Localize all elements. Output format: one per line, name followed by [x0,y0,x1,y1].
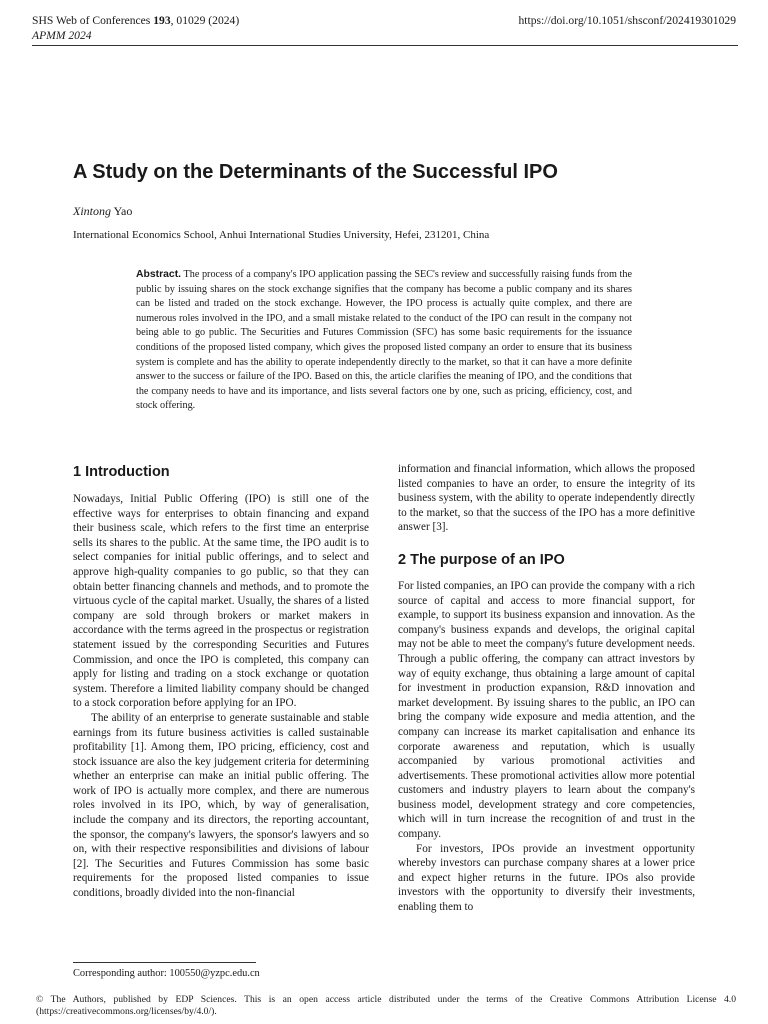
paragraph: For listed companies, an IPO can provide the company with a rich source of capital and access to more financial support, for example, to support its business expansion and innovation. As the company's business expands and develops, the original capital may not be able to meet the company's future development needs. Through a public offering, the company can attract investors by way of equity exchange, thus obtaining a large amount of capital for investment in production expansion, R&D innovation and market development. By issuing shares to the public, an IPO can bring the company wide exposure and media attention, and the company can increase its market capitalisation and enhance its corporate awareness and reputation, which is usually accompanied by various promotional activities and advertisements. These promotional activities allow more potential customers and industry players to learn about the company's business model, development strategy and core competencies, which will in turn increase the recognition of and trust in the company. [398,579,695,841]
abstract [136,268,632,414]
author-line [73,204,132,219]
paper-title: A Study on the Determinants of the Successful IPO [73,161,558,183]
section-heading-introduction: 1 Introduction [73,464,170,480]
abstract-text: The process of a company's IPO application passing the SEC's review and successfully raising funds from the public by issuing shares on the stock exchange signifies that the company has become a public company and its shares can be listed and traded on the stock exchange. However, the IPO process is actually quite complex, and there are numerous roles involved in the IPO, and a small mistake related to the conduct of the IPO can result in the company not being able to go public. The Securities and Futures Commission (SFC) has some basic requirements for the issuance conditions of the proposed listed company, which gives the proposed listed company an order to ensure that its business system is complete and has the ability to operate independently directly to the market, so that it can have a more definite answer to the success or failure of the IPO. Based on this, the article clarifies the meaning of IPO, and the conditions that the company needs to have and its importance, and lists several factors one by one, such as pricing, efficiency, cost, and stock offering. [136,269,633,412]
journal-citation [32,14,239,28]
conference-name: APMM 2024 [32,29,92,42]
paragraph: The ability of an enterprise to generate sustainable and stable earnings from its future business activities is called sustainable profitability [1]. Among them, IPO pricing, efficiency, cost and stock issuance are also the key judgement criteria for determining whether an enterprise can make an initial public offering. The work of IPO is actually more complex, and there are numerous roles involved in its IPO, which, by way of generalisation, include the company and its directors, the reporting accountant, the sponsor, the company's lawyers, the sponsor's lawyers and so on, with their respective responsibilities and divisions of labour [2]. The Securities and Futures Commission has some basic requirements for the proposed listed companies to issue conditions, broadly divided into the non-financial [73,711,369,900]
article-info: , 01029 (2024) [170,14,240,27]
journal-volume: 193 [153,14,171,27]
paragraph: Nowadays, Initial Public Offering (IPO) is still one of the effective ways for enterprises to obtain financing and expand their business scale, which refers to the first time an enterprise sells its shares to the public. At the same time, the IPO audit is to select companies for initial public offerings, and to select and approve high-quality companies to go public, so that they can obtain better financing channels and methods, and to promote the virtuous cycle of the capital market. Usually, the shares of a listed company are sold through brokers or market makers in accordance with the terms agreed in the prospectus or registration statement issued by the corresponding Securities and Futures Commission, and once the IPO is completed, this company can apply for listing and trading on a stock exchange or quotation system. Therefore a limited liability company should be changed to a stock corporation before applying for an IPO. [73,493,369,710]
paragraph: For investors, IPOs provide an investment opportunity whereby investors can purchase company shares at a lower price and expect higher returns in the future. IPOs also provide investors with the opportunity to diversify their investments, enabling them to [398,842,695,914]
left-column [73,464,369,901]
paragraph-continued: information and financial information, which allows the proposed listed companies to have an order, to ensure the integrity of its business system, with the ability to operate independently directly to the market, so that the success of the IPO has a more definitive answer [3]. [398,463,695,534]
journal-name: SHS Web of Conferences [32,14,151,27]
abstract-label: Abstract. [136,269,182,280]
section-heading-purpose: 2 The purpose of an IPO [398,551,565,568]
footnote-divider [73,962,256,963]
corresponding-author-footnote: Corresponding author: 100550@yzpc.edu.cn [73,968,260,979]
author-family-name: Yao [113,204,133,218]
affiliation: International Economics School, Anhui International Studies University, Hefei, 231201, China [73,229,490,241]
license-notice: © The Authors, published by EDP Sciences. This is an open access article distributed under the terms of the Creative Commons Attribution License 4.0 (https://creativecommons.org/licenses/by/4.0/). [36,994,736,1017]
header-divider [32,45,738,46]
doi-link[interactable]: https://doi.org/10.1051/shsconf/202419301029 [518,14,736,27]
author-given-name: Xintong [73,204,111,218]
right-column [398,462,695,915]
